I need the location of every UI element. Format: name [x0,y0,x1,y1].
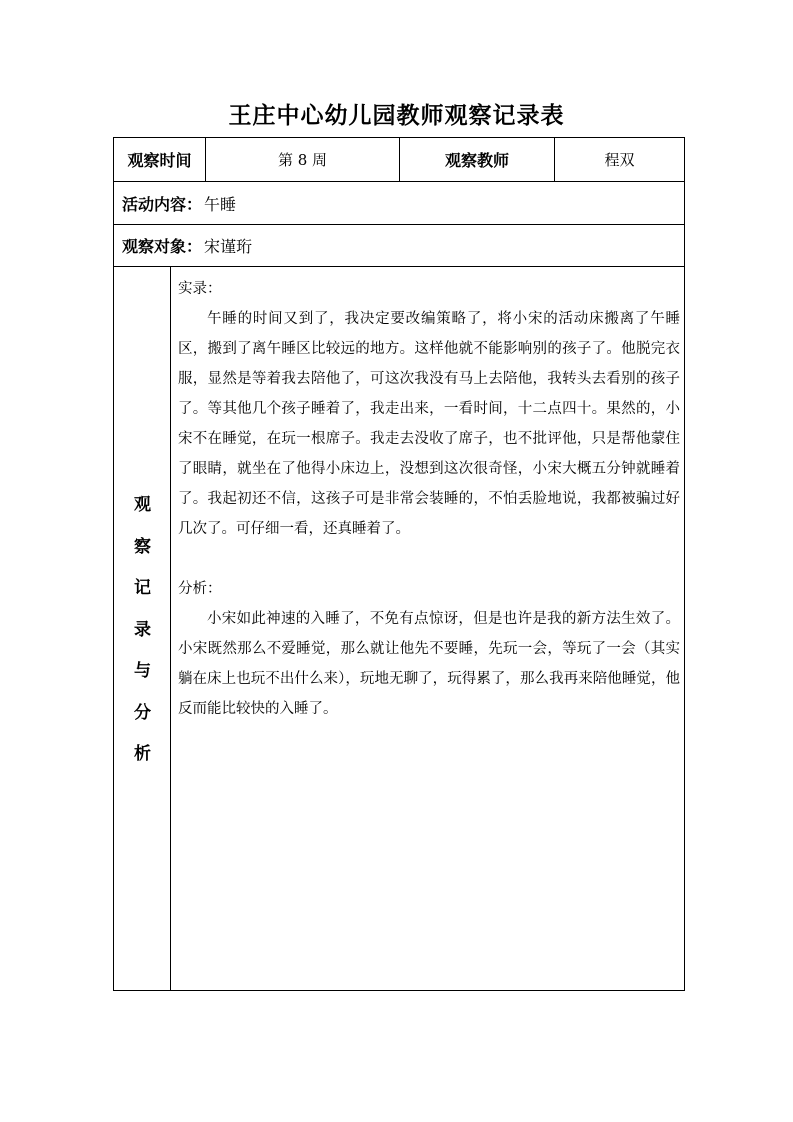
record-analysis-content [178,274,680,724]
activity-value: 午睡 [204,194,237,214]
record-heading: 实录： [178,281,222,297]
side-char: 析 [134,744,151,764]
side-char: 察 [134,537,151,557]
analysis-text: 小宋如此神速的入睡了，不免有点惊讶，但是也许是我的新方法生效了。小宋既然那么不爱睡觉，那么就让他先不要睡，先玩一会，等玩了一会（其实躺在床上也玩不出什么来），玩地无聊了，玩得累了，那么我再来陪他睡觉，他反而能比较快的入睡了。 [178,611,680,717]
subject-label: 观察对象： [122,237,203,256]
side-char: 分 [134,703,151,723]
observation-time-label: 观察时间 [127,151,192,170]
record-analysis-area [114,267,684,990]
subject-value: 宋谨珩 [204,237,253,256]
document-title: 王庄中心幼儿园教师观察记录表 [228,102,565,129]
paragraph-gap [178,544,680,574]
side-char: 记 [134,578,151,598]
activity-cell [122,182,236,224]
record-analysis-side-label [114,267,171,990]
header-row [114,138,684,182]
observation-table [113,137,685,991]
observation-time-value: 第 8 周 [205,138,399,181]
record-text: 午睡的时间又到了，我决定要改编策略了，将小宋的活动床搬离了午睡区，搬到了离午睡区比较远的地方。这样他就不能影响别的孩子了。他脱完衣服，显然是等着我去陪他了，可这次我没有马上去陪他，我转头去看别的孩子了。等其他几个孩子睡着了，我走出来，一看时间，十二点四十。果然的，小宋不在睡觉，在玩一根席子。我走去没收了席子，也不批评他，只是帮他蒙住了眼睛，就坐在了他得小床边上，没想到这次很奇怪，小宋大概五分钟就睡着了。我起初还不信，这孩子可是非常会装睡的，不怕丢脸地说，我都被骗过好几次了。可仔细一看，还真睡着了。 [178,311,680,537]
side-char: 录 [134,620,151,640]
subject-cell [122,225,252,266]
side-char: 与 [134,661,151,681]
activity-label: 活动内容： [122,194,203,214]
side-char: 观 [134,495,151,515]
activity-row [114,182,684,225]
observation-teacher-value: 程双 [554,138,684,181]
observation-teacher-label: 观察教师 [399,138,554,181]
analysis-heading: 分析： [178,581,222,597]
subject-row [114,225,684,267]
